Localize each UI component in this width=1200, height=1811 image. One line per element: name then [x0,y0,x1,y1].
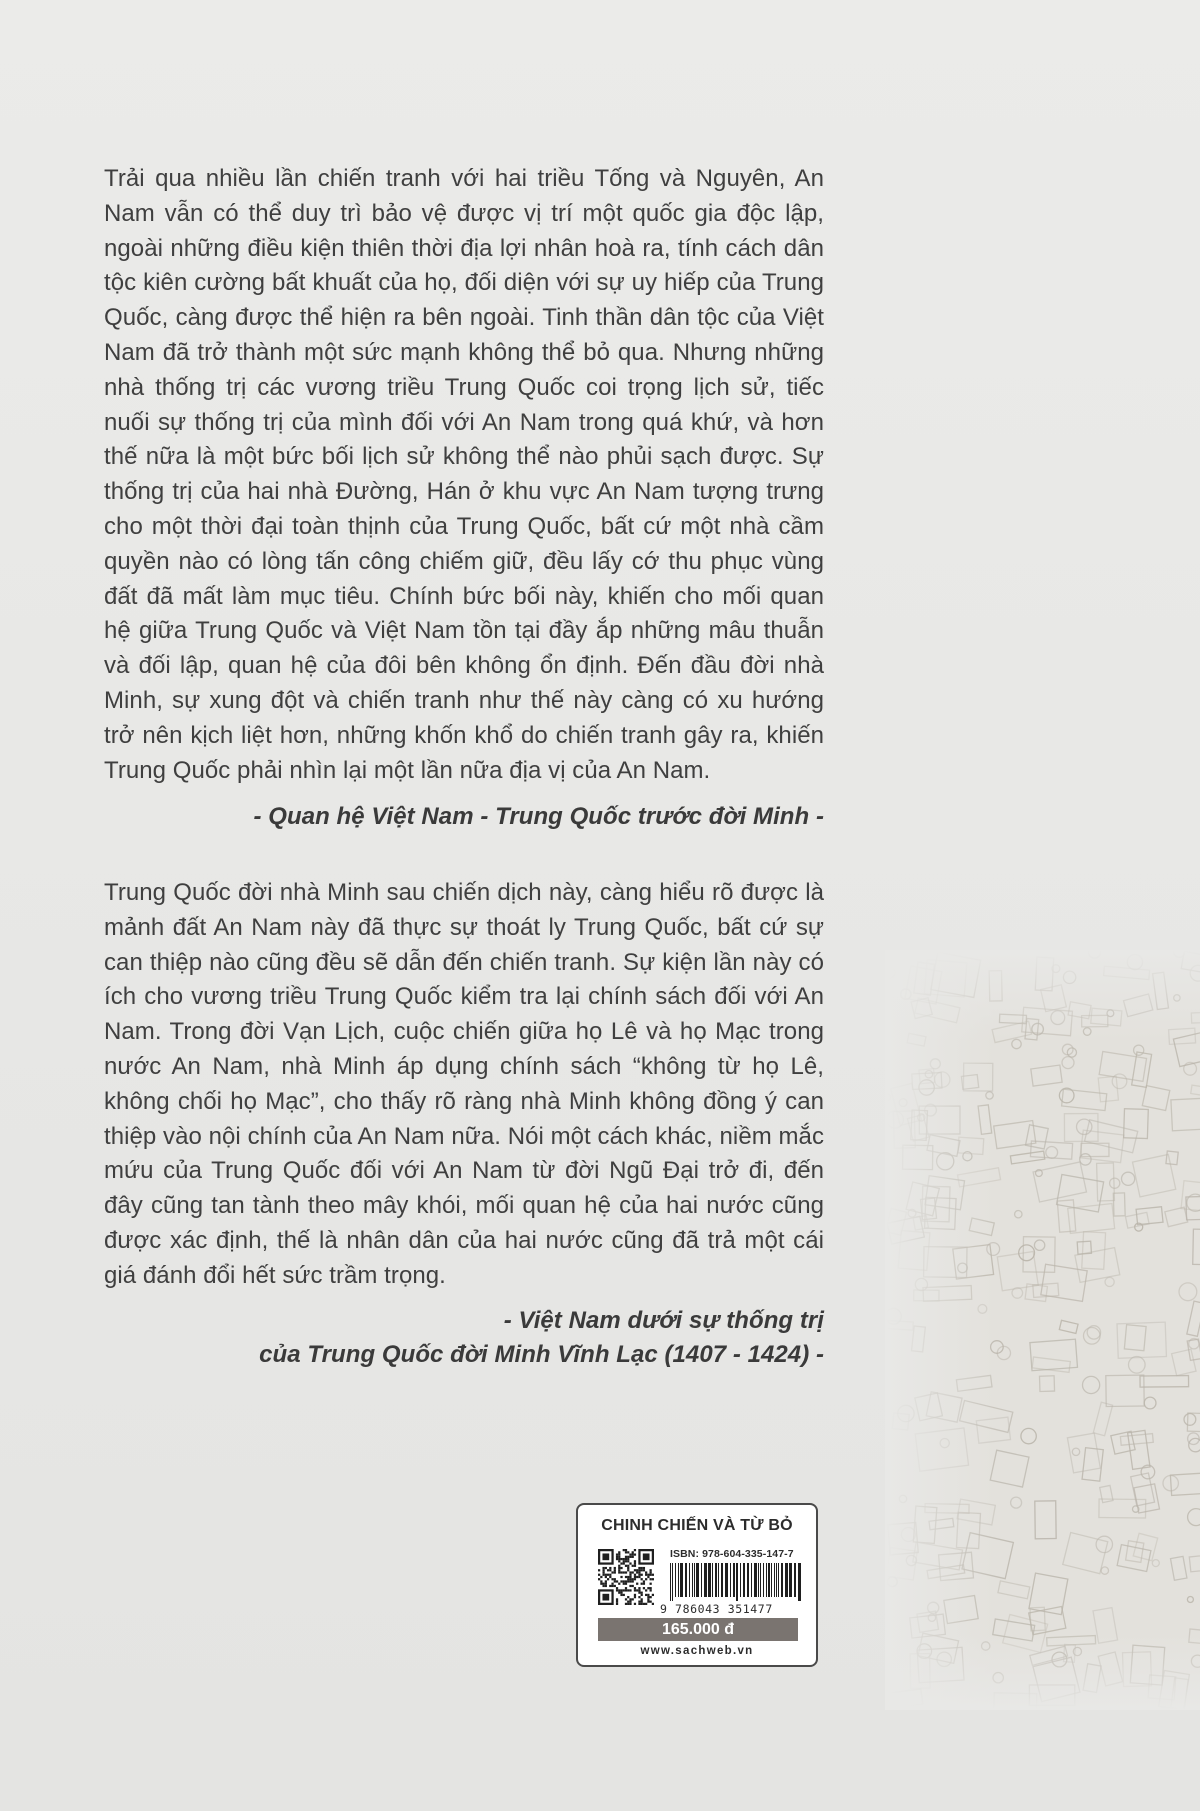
price-tag: 165.000 đ [598,1618,798,1641]
attribution-line: của Trung Quốc đời Minh Vĩnh Lạc (1407 - 1424) - [259,1340,824,1368]
excerpt-attribution [104,800,824,834]
attribution-line: - Việt Nam dưới sự thống trị [503,1306,824,1334]
barcode-icon [668,1563,804,1601]
qr-code-icon [598,1549,654,1605]
excerpt-attribution [104,1304,824,1372]
attribution-line: - Quan hệ Việt Nam - Trung Quốc trước đời Minh - [253,803,824,831]
excerpt-paragraph: Trải qua nhiều lần chiến tranh với hai triều Tống và Nguyên, An Nam vẫn có thể duy trì bảo vệ được vị trí một quốc gia độc lập, ngoài những điều kiện thiên thời địa lợi nhân hoà ra, tính cách dân tộc kiên cường bất khuất của họ, đối diện với sự uy hiếp của Trung Quốc, càng được thể hiện ra bên ngoài. Tinh thần dân tộc của Việt Nam đã trở thành một sức mạnh không thể bỏ qua. Nhưng những nhà thống trị các vương triều Trung Quốc coi trọng lịch sử, tiếc nuối sự thống trị của mình đối với An Nam trong quá khứ, và hơn thế nữa là một bức bối lịch sử không thể nào phủi sạch được. Sự thống trị của hai nhà Đường, Hán ở khu vực An Nam tượng trưng cho một thời đại toàn thịnh của Trung Quốc, bất cứ một nhà cầm quyền nào có lòng tấn công chiếm giữ, đều lấy cớ thu phục vùng đất đã mất làm mục tiêu. Chính bức bối này, khiến cho mối quan hệ giữa Trung Quốc và Việt Nam tồn tại đầy ắp những mâu thuẫn và đối lập, quan hệ của đôi bên không ổn định. Đến đầu đời nhà Minh, sự xung đột và chiến tranh như thế này càng có xu hướng trở nên kịch liệt hơn, những khốn khổ do chiến tranh gây ra, khiến Trung Quốc phải nhìn lại một lần nữa địa vị của An Nam. [104,165,824,784]
decorative-painting [885,950,1200,1710]
publisher-website: www.sachweb.vn [640,1645,754,1657]
label-book-title: CHINH CHIẾN VÀ TỪ BỎ [601,1517,793,1534]
excerpt-block-2 [104,876,824,1372]
price-barcode-label [576,1503,818,1667]
excerpt-paragraph: Trung Quốc đời nhà Minh sau chiến dịch này, càng hiểu rõ được là mảnh đất An Nam này đã thực sự thoát ly Trung Quốc, bất cứ sự can thiệp nào cũng đều sẽ dẫn đến chiến tranh. Sự kiện lần này có ích cho vương triều Trung Quốc kiểm tra lại chính sách đối với An Nam. Trong đời Vạn Lịch, cuộc chiến giữa họ Lê và họ Mạc trong nước An Nam, nhà Minh áp dụng chính sách “không từ họ Lê, không chối họ Mạc”, cho thấy rõ ràng nhà Minh không đồng ý can thiệp vào nội chính của An Nam nữa. Nói một cách khác, niềm mắc mứu của Trung Quốc đối với An Nam từ đời Ngũ Đại trở đi, đến đây cũng tan tành theo mây khói, mối quan hệ của hai nước cũng được xác định, thế là nhân dân của hai nước cũng đã trả một cái giá đánh đổi hết sức trầm trọng. [104,879,824,1289]
ean-digits: 9 786043 351477 [660,1602,773,1616]
excerpt-block-1 [104,162,824,834]
isbn-number: ISBN: 978-604-335-147-7 [670,1548,794,1560]
